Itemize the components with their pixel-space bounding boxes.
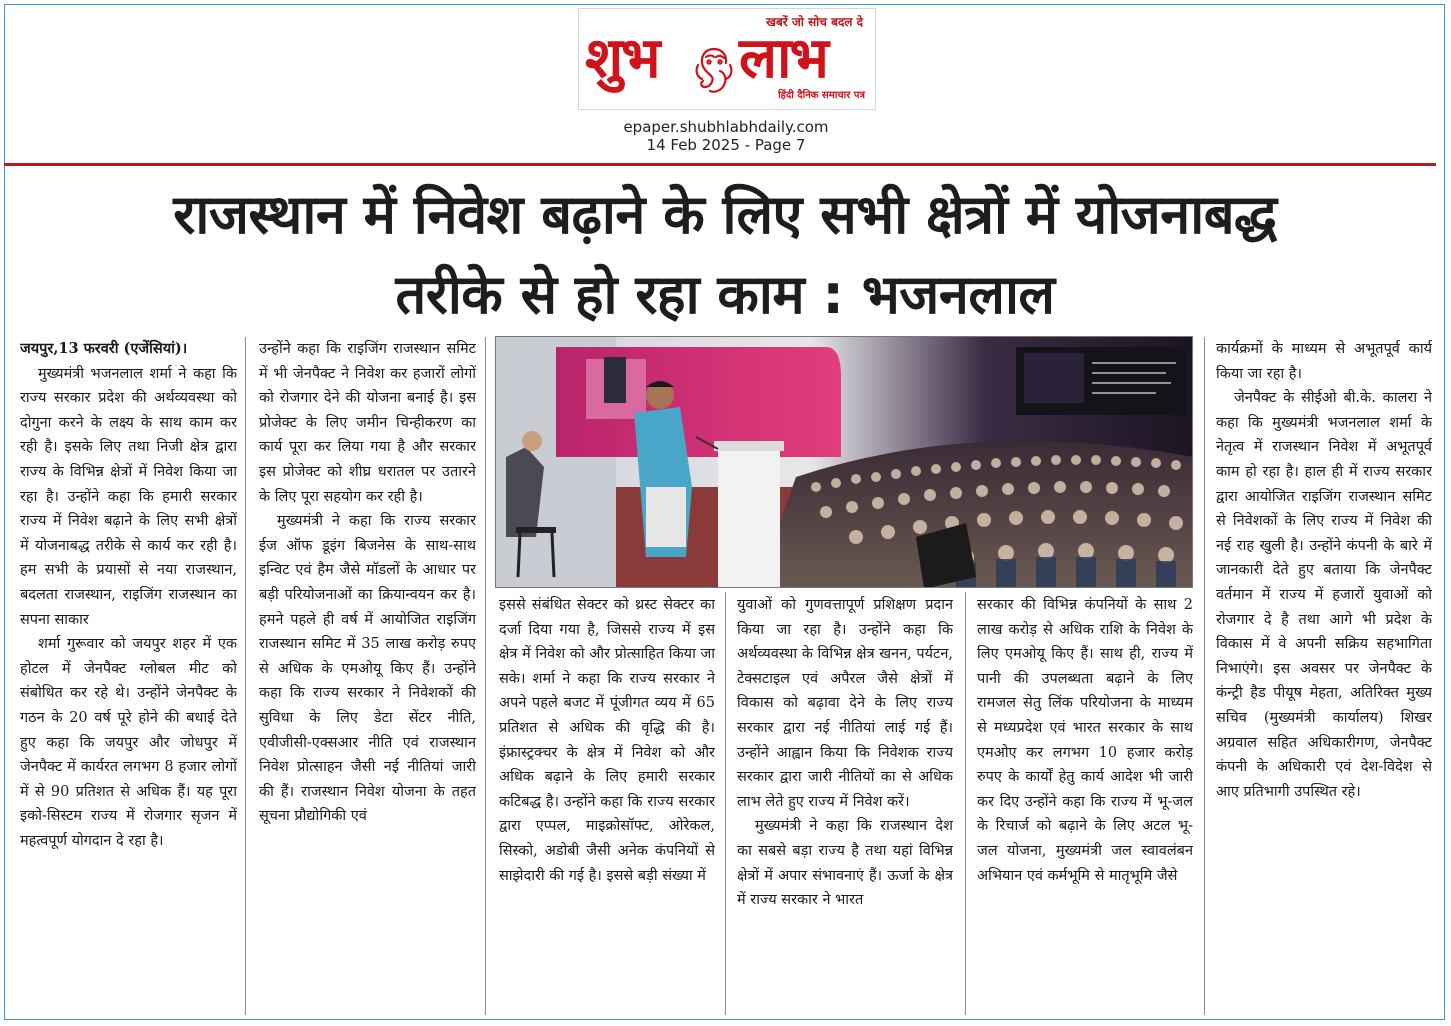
conference-photo-illustration	[496, 337, 1193, 588]
logo-text-right: लाभ	[739, 26, 827, 91]
logo-text-left: शुभ	[585, 26, 659, 91]
article-column-5	[977, 593, 1193, 1017]
source-info	[560, 118, 892, 154]
column-divider	[965, 592, 966, 1015]
edition-date-page: 14 Feb 2025 - Page 7	[646, 136, 806, 154]
paragraph: मुख्यमंत्री भजनलाल शर्मा ने कहा कि राज्य सरकार प्रदेश की अर्थव्यवस्था को दोगुना करने के लक्ष्य के साथ काम कर रही है। इसके लिए तथा निजी क्षेत्र द्वारा राज्य के विभिन्न क्षेत्रों में निवेश किया जा रहा है। उन्होंने कहा कि हमारी सरकार राज्य में निवेश बढ़ाने के लिए सभी क्षेत्रों में योजनाबद्ध तरीके से कार्य कर रही है। हम सभी के प्रयासों से नया राजस्थान, बदलता राजस्थान, राइजिंग राजस्थान का सपना साकार	[20, 365, 237, 628]
newspaper-masthead	[578, 8, 876, 110]
paragraph: मुख्यमंत्री ने कहा कि राज्य सरकार ईज ऑफ डूइंग बिजनेस के साथ-साथ इन्विट एवं हैम जैसे मॉडलों के आधार पर बड़ी परियोजनाओं का क्रियान्वयन कर है। हमने पहले ही वर्ष में आयोजित राइजिंग राजस्थान समिट में 35 लाख करोड़ रुपए से अधिक के एमओयू किए हैं। उन्होंने कहा कि राज्य सरकार ने निवेशकों की सुविधा के लिए डेटा सेंटर नीति, एवीजीसी-एक्सआर नीति एवं राजस्थान निवेश प्रोत्साहन जैसी नई नीतियां जारी की हैं। राजस्थान निवेश योजना के तहत सूचना प्रौद्योगिकी एवं	[259, 513, 476, 825]
paragraph: उन्होंने कहा कि राइजिंग राजस्थान समिट में भी जेनपैक्ट ने निवेश कर हजारों लोगों को रोजगार देने की योजना बनाई है। इस प्रोजेक्ट के लिए जमीन चिन्हीकरण का कार्य पूरा कर लिया गया है और सरकार इस प्रोजेक्ट को शीघ्र धरातल पर उतारने के लिए पूरा सहयोग कर रही है।	[259, 341, 476, 505]
article-column-4	[737, 593, 953, 1017]
epaper-site: epaper.shubhlabhdaily.com	[623, 118, 829, 136]
column-divider	[725, 592, 726, 1015]
article-headline	[10, 175, 1440, 335]
article-column-6	[1216, 337, 1432, 1017]
column-divider	[245, 337, 246, 1015]
article-column-1	[20, 337, 237, 1017]
paragraph: जेनपैक्ट के सीईओ बी.के. कालरा ने कहा कि मुख्यमंत्री भजनलाल शर्मा के नेतृत्व में राजस्थान निवेश में अभूतपूर्व काम हो रहा है। हाल ही में राज्य सरकार द्वारा आयोजित राइजिंग राजस्थान समिट से निवेशकों के लिए राज्य में निवेश की नई राह खुली है। उन्होंने कंपनी के बारे में जानकारी देते हुए बताया कि जेनपैक्ट वर्तमान में राज्य में हजारों युवाओं को रोजगार दे है तथा आगे भी प्रदेश के विकास में वे अपनी सक्रिय सहभागिता निभाएंगे। इस अवसर पर जेनपैक्ट के कंन्ट्री हैड पीयूष मेहता, अतिरिक्त मुख्य सचिव (मुख्यमंत्री कार्यालय) शिखर अग्रवाल सहित अधिकारीगण, जेनपैक्ट कंपनी के अधिकारी एवं देश-विदेश से आए प्रतिभागी उपस्थित रहे।	[1216, 390, 1432, 800]
paragraph: युवाओं को गुणवत्तापूर्ण प्रशिक्षण प्रदान किया जा रहा है। उन्होंने कहा कि अर्थव्यवस्था के विभिन्न क्षेत्र खनन, पर्यटन, टेक्सटाइल एवं अपैरल जैसे क्षेत्रों में विकास को बढ़ावा देने के लिए राज्य सरकार द्वारा नई नीतियां लाई गई हैं। उन्होंने आह्वान किया कि निवेशक राज्य सरकार द्वारा जारी नीतियों का से अधिक लाभ लेते हुए राज्य में निवेश करें।	[737, 597, 953, 810]
article-column-3	[499, 593, 715, 1017]
column-divider	[485, 337, 486, 1015]
headline-line-2: तरीके से हो रहा काम : भजनलाल	[395, 263, 1055, 326]
paragraph: सरकार की विभिन्न कंपनियों के साथ 2 लाख करोड़ से अधिक राशि के निवेश के लिए एमओयू किए हैं। साथ ही, राज्य में पानी की उपलब्धता बढ़ाने के लिए रामजल सेतु लिंक परियोजना के माध्यम से मध्यप्रदेश एवं भारत सरकार के साथ एमओए कर लगभग 10 हजार करोड़ रुपए के कार्यों हेतु कार्य आदेश भी जारी कर दिए उन्होंने कहा कि राज्य में भू-जल के रिचार्ज को बढ़ाने के लिए अटल भू-जल योजना, मुख्यमंत्री जल स्वावलंबन अभियान एवं कर्मभूमि से मातृभूमि जैसे	[977, 597, 1193, 884]
masthead-rule	[4, 163, 1436, 166]
paragraph: मुख्यमंत्री ने कहा कि राजस्थान देश का सबसे बड़ा राज्य है तथा यहां विभिन्न क्षेत्रों में अपार संभावनाएं हैं। ऊर्जा के क्षेत्र में राज्य सरकार ने भारत	[737, 818, 953, 909]
headline-line-1: राजस्थान में निवेश बढ़ाने के लिए सभी क्षेत्रों में योजनाबद्ध	[173, 183, 1277, 246]
paragraph: कार्यक्रमों के माध्यम से अभूतपूर्व कार्य किया जा रहा है।	[1216, 341, 1432, 382]
ganesha-icon	[692, 43, 736, 97]
masthead-subtag: हिंदी दैनिक समाचार पत्र	[778, 90, 865, 101]
article-column-2	[259, 337, 476, 1017]
article-dateline: जयपुर,13 फरवरी (एजेंसियां)।	[20, 340, 188, 357]
column-divider	[1204, 337, 1205, 1015]
event-photo	[495, 336, 1193, 588]
paragraph: शर्मा गुरूवार को जयपुर शहर में एक होटल में जेनपैक्ट ग्लोबल मीट को संबोधित कर रहे थे। उन्होंने जेनपैक्ट के गठन के 20 वर्ष पूरे होने की बधाई देते हुए कहा कि जयपुर और जोधपुर में जेनपैक्ट में कार्यरत लगभग 8 हजार लोगों में से 90 प्रतिशत से अधिक हैं। यह पूरा इको-सिस्टम राज्य में रोजगार सृजन में महत्वपूर्ण योगदान दे रहा है।	[20, 636, 237, 849]
masthead-tagline: खबरें जो सोच बदल दे	[766, 15, 863, 29]
paragraph: इससे संबंधित सेक्टर को थ्रस्ट सेक्टर का दर्जा दिया गया है, जिससे राज्य में इस क्षेत्र में निवेश को और प्रोत्साहित किया जा सके। शर्मा ने कहा कि राज्य सरकार ने अपने पहले बजट में पूंजीगत व्यय में 65 प्रतिशत से अधिक की वृद्धि की है। इंफ्रास्ट्रक्चर के क्षेत्र में निवेश को और अधिक बढ़ाने के लिए हमारी सरकार कटिबद्ध है। उन्होंने कहा कि राज्य सरकार द्वारा एप्पल, माइक्रोसॉफ्ट, ओरेकल, सिस्को, अडोबी जैसी अनेक कंपनियों से साझेदारी की गई है। इससे बड़ी संख्या में	[499, 597, 715, 884]
